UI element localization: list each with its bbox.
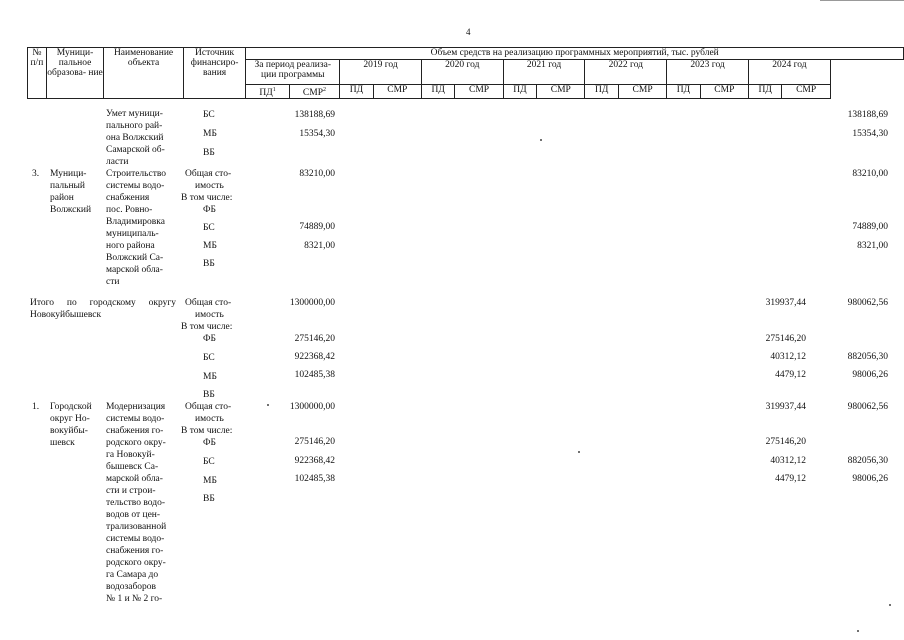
- object-line: снабжения: [106, 193, 150, 203]
- source-label: ВБ: [203, 390, 215, 400]
- total-value: 922368,42: [294, 352, 335, 362]
- source-label: ФБ: [203, 438, 216, 448]
- header-year-2021: 2021 год: [503, 60, 585, 85]
- header-pd: ПД: [340, 85, 373, 99]
- header-pd: ПД: [748, 85, 781, 99]
- row-number: 3.: [32, 169, 40, 179]
- y2024-value: 8321,00: [857, 241, 888, 251]
- source-line: В том числе:: [181, 322, 233, 332]
- total-value: 74889,00: [299, 222, 335, 232]
- source-label: ВБ: [203, 259, 215, 269]
- object-line: системы водо-: [106, 181, 165, 191]
- object-line: водов от цен-: [106, 510, 161, 520]
- header-year-2019: 2019 год: [340, 60, 422, 85]
- source-line: имость: [195, 310, 224, 320]
- table-header: [27, 47, 904, 99]
- header-volume: Объем средств на реализацию программных мероприятий, тыс. рублей: [246, 48, 904, 60]
- y2023-value: 4479,12: [775, 474, 806, 484]
- total-value: 83210,00: [299, 169, 335, 179]
- y2024-value: 882056,30: [847, 352, 888, 362]
- total-value: 922368,42: [294, 456, 335, 466]
- object-line: № 1 и № 2 го-: [106, 594, 163, 604]
- total-value: 1300000,00: [289, 402, 335, 412]
- object-line: сти: [106, 277, 120, 287]
- scan-speck: [540, 139, 542, 141]
- total-value: 275146,20: [294, 334, 335, 344]
- header-municipality: Муници- пальное образова- ние: [46, 48, 104, 99]
- y2023-value: 275146,20: [765, 437, 806, 447]
- header-year-2023: 2023 год: [667, 60, 749, 85]
- y2023-value: 4479,12: [775, 370, 806, 380]
- total-value: 102485,38: [294, 370, 335, 380]
- total-value: 138188,69: [294, 110, 335, 120]
- object-line: ного района: [106, 241, 155, 251]
- municipality-line: шевск: [50, 438, 75, 448]
- source-line: В том числе:: [181, 193, 233, 203]
- source-line: имость: [195, 181, 224, 191]
- object-line: снабжения го-: [106, 546, 164, 556]
- y2023-value: 40312,12: [770, 456, 806, 466]
- object-line: Строительство: [106, 169, 167, 179]
- source-label: МБ: [203, 372, 217, 382]
- header-year-2020: 2020 год: [421, 60, 503, 85]
- object-line: пального рай-: [106, 121, 163, 131]
- y2024-value: 138188,69: [847, 110, 888, 120]
- object-line: она Волжский: [106, 133, 164, 143]
- object-line: Модернизация: [106, 402, 166, 412]
- header-source: Источник финансиро- вания: [183, 48, 246, 99]
- source-line: В том числе:: [181, 426, 233, 436]
- total-value: 102485,38: [294, 474, 335, 484]
- source-label: БС: [203, 353, 215, 363]
- row-number: 1.: [32, 402, 40, 412]
- municipality-line: вокуйбы-: [50, 426, 88, 436]
- object-line: родского окру-: [106, 438, 166, 448]
- header-pd: ПД: [667, 85, 700, 99]
- page-number: 4: [466, 27, 471, 37]
- header-pd: ПД: [421, 85, 454, 99]
- header-smr: СМР: [700, 85, 748, 99]
- source-label: БС: [203, 110, 215, 120]
- header-smr: СМР: [618, 85, 666, 99]
- scan-speck: [889, 604, 891, 606]
- object-line: системы водо-: [106, 534, 165, 544]
- source-label: ВБ: [203, 148, 215, 158]
- y2023-value: 40312,12: [770, 352, 806, 362]
- y2023-value: 275146,20: [765, 334, 806, 344]
- object-line: ласти: [106, 157, 129, 167]
- object-line: га Новокуй-: [106, 450, 155, 460]
- header-year-2022: 2022 год: [585, 60, 667, 85]
- object-line: муниципаль-: [106, 229, 159, 239]
- object-line: системы водо-: [106, 414, 165, 424]
- y2024-value: 98006,26: [852, 474, 888, 484]
- header-pd-period: $ПД^1$: [246, 85, 289, 99]
- object-line: тельство водо-: [106, 498, 165, 508]
- header-year-2024: 2024 год: [748, 60, 830, 85]
- object-line: Волжский Са-: [106, 253, 164, 263]
- header-pd: ПД: [503, 85, 536, 99]
- y2024-value: 15354,30: [852, 129, 888, 139]
- municipality-line: район: [50, 193, 74, 203]
- header-pd: ПД: [585, 85, 618, 99]
- subtotal-title: Итого по городскому округу: [30, 298, 176, 308]
- object-line: водозаборов: [106, 582, 157, 592]
- source-line: Общая сто-: [185, 402, 232, 412]
- header-object: Наименование объекта: [104, 48, 183, 99]
- object-line: Владимировка: [106, 217, 165, 227]
- scan-speck: [267, 404, 269, 406]
- municipality-line: пальный: [50, 181, 86, 191]
- total-value: 15354,30: [299, 129, 335, 139]
- object-line: бышевск Са-: [106, 462, 159, 472]
- object-line: родского окру-: [106, 558, 166, 568]
- header-period: За период реализа- ции программы: [246, 60, 340, 85]
- source-label: МБ: [203, 476, 217, 486]
- source-label: ВБ: [203, 494, 215, 504]
- header-smr: СМР: [373, 85, 421, 99]
- source-label: МБ: [203, 129, 217, 139]
- scan-speck: [857, 630, 859, 632]
- page-edge-line: [820, 0, 904, 1]
- object-line: пос. Ровно-: [106, 205, 153, 215]
- header-smr: СМР: [537, 85, 585, 99]
- object-line: Самарской об-: [106, 145, 165, 155]
- source-line: Общая сто-: [185, 298, 232, 308]
- y2024-value: 980062,56: [847, 298, 888, 308]
- y2024-value: 980062,56: [847, 402, 888, 412]
- source-label: БС: [203, 223, 215, 233]
- scan-speck: [578, 451, 580, 453]
- municipality-line: Волжский: [50, 205, 92, 215]
- total-value: 275146,20: [294, 437, 335, 447]
- source-label: ФБ: [203, 205, 216, 215]
- total-value: 1300000,00: [289, 298, 335, 308]
- y2024-value: 74889,00: [852, 222, 888, 232]
- header-num: № п/п: [28, 48, 47, 99]
- y2023-value: 319937,44: [765, 402, 806, 412]
- object-line: га Самара до: [106, 570, 159, 580]
- municipality-line: округ Но-: [50, 414, 90, 424]
- subtotal-title: Новокуйбышевск: [30, 310, 102, 320]
- source-label: МБ: [203, 241, 217, 251]
- object-line: Умет муници-: [106, 109, 163, 119]
- object-line: сти и строи-: [106, 486, 156, 496]
- source-label: БС: [203, 457, 215, 467]
- y2024-value: 98006,26: [852, 370, 888, 380]
- municipality-line: Городской: [50, 402, 92, 412]
- y2024-value: 83210,00: [852, 169, 888, 179]
- object-line: марской обла-: [106, 265, 163, 275]
- header-smr-period: СМР$^2$: [289, 85, 339, 99]
- y2024-value: 882056,30: [847, 456, 888, 466]
- source-line: Общая сто-: [185, 169, 232, 179]
- municipality-line: Муници-: [50, 169, 87, 179]
- object-line: трализованной: [106, 522, 167, 532]
- total-value: 8321,00: [304, 241, 335, 251]
- header-smr: СМР: [455, 85, 503, 99]
- object-line: марской обла-: [106, 474, 163, 484]
- header-smr: СМР: [782, 85, 830, 99]
- source-label: ФБ: [203, 334, 216, 344]
- source-line: имость: [195, 414, 224, 424]
- y2023-value: 319937,44: [765, 298, 806, 308]
- object-line: снабжения го-: [106, 426, 164, 436]
